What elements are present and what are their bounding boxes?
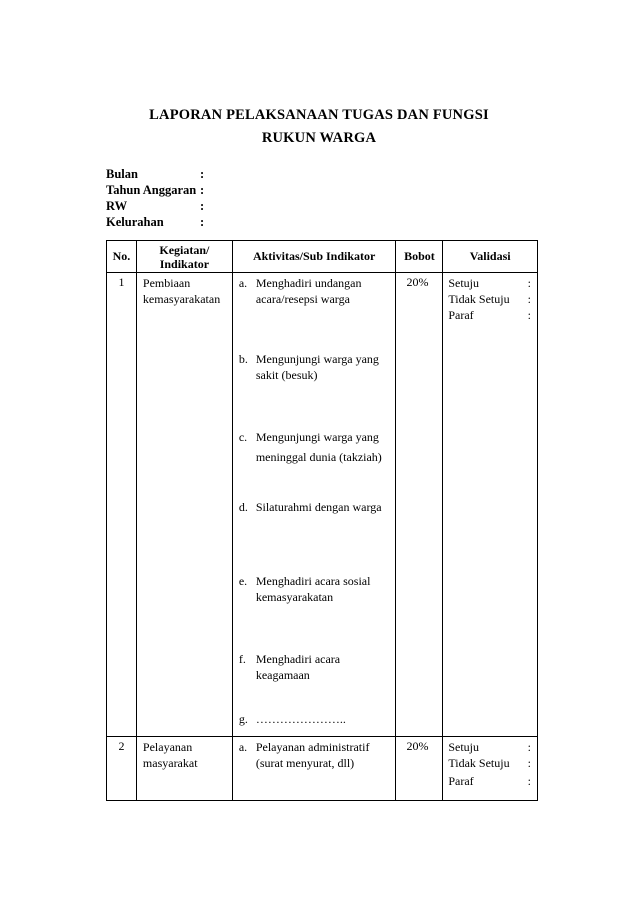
validasi-paraf (443, 771, 537, 791)
activity-letter: f. (238, 652, 246, 666)
validasi-colon: : (527, 774, 531, 788)
validasi-label: Setuju (448, 740, 480, 754)
validasi-paraf (443, 307, 537, 323)
validasi-colon: : (527, 276, 531, 290)
meta-row-tahun-anggaran (106, 182, 204, 198)
row-number: 2 (107, 737, 137, 801)
activity-text: Silaturahmi dengan warga (255, 500, 382, 514)
activity-text: Mengunjungi warga yang meninggal dunia (takziah) (255, 430, 382, 464)
activity-letter: d. (238, 500, 248, 514)
row-validasi (443, 737, 538, 801)
title-line-2: RUKUN WARGA (261, 130, 377, 146)
meta-row-kelurahan (106, 214, 204, 230)
header-kegiatan-line2: Indikator (159, 256, 210, 271)
activity-letter: g. (238, 712, 248, 726)
meta-row-rw (106, 198, 204, 214)
activity-text: Menghadiri acara keagamaan (255, 652, 341, 682)
meta-label: Kelurahan (106, 215, 164, 229)
row-bobot: 20% (396, 273, 443, 737)
table-row (107, 273, 538, 737)
header-kegiatan-line1: Kegiatan/ (159, 242, 210, 257)
activity-text: Menghadiri acara sosial kemasyarakatan (255, 574, 371, 604)
validasi-tidak-setuju (443, 291, 537, 307)
meta-row-bulan (106, 166, 204, 182)
activity-item (233, 273, 396, 337)
meta-colon: : (200, 215, 205, 229)
validasi-colon: : (527, 308, 531, 322)
activity-item (233, 737, 396, 771)
validasi-setuju (443, 275, 537, 291)
report-meta (106, 166, 204, 230)
activity-letter: a. (238, 740, 248, 754)
validasi-label: Tidak Setuju (448, 756, 510, 770)
validasi-colon: : (527, 740, 531, 754)
validasi-label: Paraf (448, 774, 474, 788)
table-row (107, 737, 538, 801)
activity-item (233, 561, 396, 643)
activity-text: Pelayanan administratif (surat menyurat, dll) (255, 740, 370, 770)
header-no: No. (107, 241, 137, 273)
report-table (106, 240, 538, 801)
meta-label: Tahun Anggaran (106, 183, 197, 197)
validasi-setuju (443, 739, 537, 755)
row-validasi (443, 273, 538, 737)
meta-label: RW (106, 199, 128, 213)
activity-text: Mengunjungi warga yang sakit (besuk) (255, 352, 379, 382)
activity-item (233, 337, 396, 423)
activity-item (233, 643, 396, 707)
validasi-tidak-setuju (443, 755, 537, 771)
header-validasi: Validasi (443, 241, 538, 273)
validasi-colon: : (527, 292, 531, 306)
meta-label: Bulan (106, 167, 138, 181)
activity-item (233, 707, 396, 727)
activity-text: ………………….. (255, 712, 346, 726)
activity-letter: c. (238, 430, 248, 444)
validasi-label: Tidak Setuju (448, 292, 510, 306)
activity-item (233, 423, 396, 489)
activity-letter: b. (238, 352, 248, 366)
activity-item (233, 489, 396, 561)
row-activities (232, 737, 396, 801)
document-title (0, 104, 638, 150)
row-kegiatan: Pelayanan masyarakat (136, 737, 232, 801)
validasi-colon: : (527, 756, 531, 770)
header-kegiatan (136, 241, 232, 273)
activity-text: Menghadiri undangan acara/resepsi warga (255, 276, 362, 306)
row-kegiatan: Pembiaan kemasyarakatan (136, 273, 232, 737)
validasi-label: Setuju (448, 276, 480, 290)
validasi-label: Paraf (448, 308, 474, 322)
activity-letter: a. (238, 276, 248, 290)
meta-colon: : (200, 183, 205, 197)
table-header-row (107, 241, 538, 273)
meta-colon: : (200, 199, 205, 213)
row-number: 1 (107, 273, 137, 737)
meta-colon: : (200, 167, 205, 181)
row-bobot: 20% (396, 737, 443, 801)
row-activities (232, 273, 396, 737)
title-line-1: LAPORAN PELAKSANAAN TUGAS DAN FUNGSI (149, 107, 489, 123)
header-bobot: Bobot (396, 241, 443, 273)
header-aktivitas: Aktivitas/Sub Indikator (232, 241, 396, 273)
activity-letter: e. (238, 574, 248, 588)
